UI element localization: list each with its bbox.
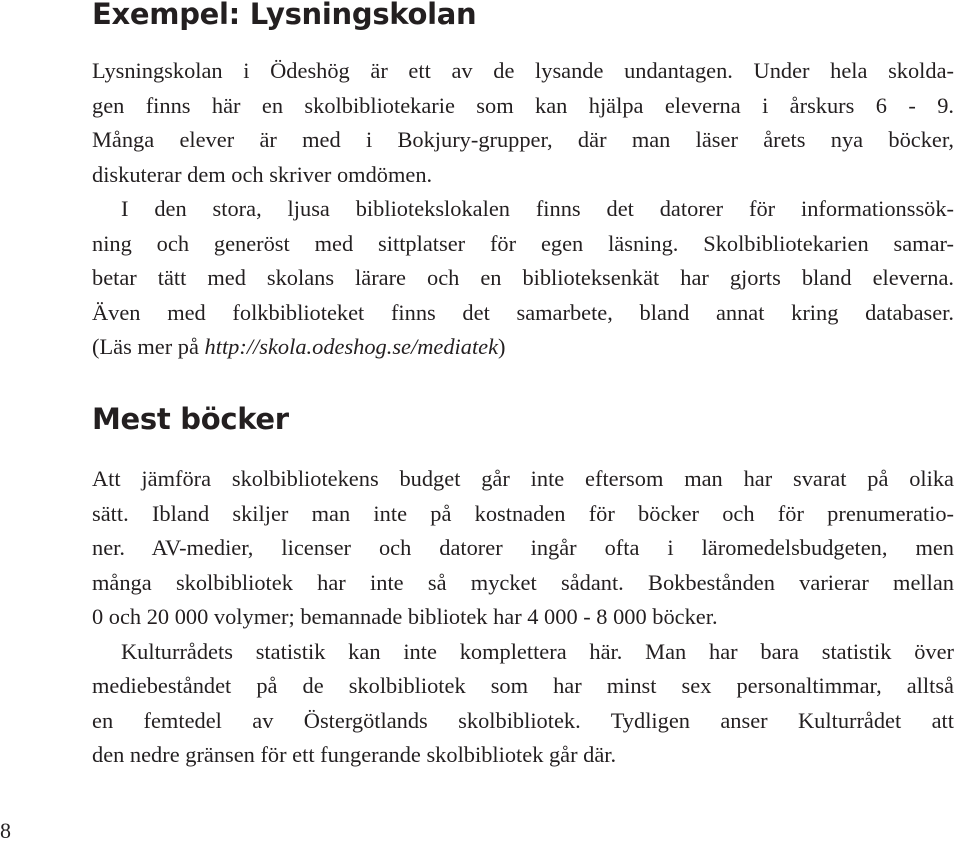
text-line: sätt. Ibland skiljer man inte på kostnaden för böcker och för prenumeratio- [92, 500, 954, 526]
text-line-with-link [92, 330, 954, 365]
text-line: Att jämföra skolbibliotekens budget går inte eftersom man har svarat på olika [92, 466, 954, 491]
text-line: I den stora, ljusa bibliotekslokalen finns det datorer för informationssök- [121, 196, 954, 221]
text-line: ning och generöst med sittplatser för egen läsning. Skolbibliotekarien samar- [92, 230, 954, 256]
text-line: en femtedel av Östergötlands skolbibliotek. Tydligen anser Kulturrådet att [92, 707, 954, 733]
text-line: Kulturrådets statistik kan inte komplettera här. Man har bara statistik över [121, 638, 954, 664]
text-line: Även med folkbiblioteket finns det samarbete, bland annat kring databaser. [92, 299, 954, 325]
text-line: diskuterar dem och skriver omdömen. [92, 161, 433, 187]
mediatek-link[interactable]: http://skola.odeshog.se/mediatek [204, 334, 499, 359]
text-line: 0 och 20 000 volymer; bemannade bibliotek har 4 000 - 8 000 böcker. [92, 604, 718, 629]
text-line: den nedre gränsen för ett fungerande skolbibliotek går där. [92, 742, 617, 767]
paragraph-mest-bocker [92, 462, 954, 773]
link-suffix: ) [498, 334, 506, 359]
paragraph-lysningskolan [92, 54, 954, 365]
text-line: Lysningskolan i Ödeshög är ett av de lysande undantagen. Under hela skolda- [92, 58, 954, 83]
link-prefix: (Läs mer på [92, 334, 205, 359]
page-number: 8 [0, 818, 11, 843]
text-line: betar tätt med skolans lärare och en biblioteksenkät har gjorts bland eleverna. [92, 265, 954, 290]
text-line: ner. AV-medier, licenser och datorer ingår ofta i läromedelsbudgeten, men [92, 535, 954, 560]
text-line: många skolbibliotek har inte så mycket sådant. Bokbestånden varierar mellan [92, 569, 954, 595]
text-line: Många elever är med i Bokjury-grupper, där man läser årets nya böcker, [92, 127, 954, 152]
text-line: mediebeståndet på de skolbibliotek som har minst sex personaltimmar, alltså [92, 673, 954, 698]
section-heading-lysningskolan: Exempel: Lysningskolan [92, 0, 477, 31]
text-line: gen finns här en skolbibliotekarie som kan hjälpa eleverna i årskurs 6 - 9. [92, 92, 954, 118]
section-heading-mest-bocker: Mest böcker [92, 402, 289, 436]
